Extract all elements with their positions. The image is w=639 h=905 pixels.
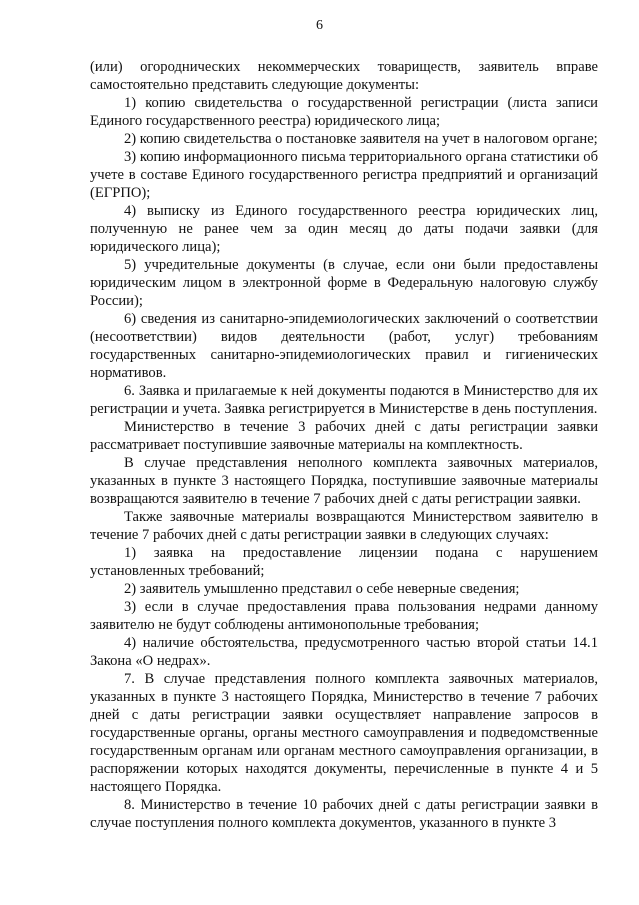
page-number: 6 [316, 18, 323, 33]
paragraph-section-8: 8. Министерство в течение 10 рабочих дней с даты регистрации заявки в случае поступления полного комплекта документов, указанного в пункте 3 [90, 797, 598, 831]
return-case-1: 1) заявка на предоставление лицензии подана с нарушением установленных требований; [90, 545, 598, 579]
list-item-2: 2) копию свидетельства о постановке заявителя на учет в налоговом органе; [124, 131, 598, 147]
list-item-1: 1) копию свидетельства о государственной регистрации (листа записи Единого государственного реестра) юридического лица; [90, 95, 598, 129]
return-case-4: 4) наличие обстоятельства, предусмотренного частью второй статьи 14.1 Закона «О недрах». [90, 635, 598, 669]
paragraph-review: Министерство в течение 3 рабочих дней с даты регистрации заявки рассматривает поступившие заявочные материалы на комплектность. [90, 419, 598, 453]
list-item-5: 5) учредительные документы (в случае, если они были предоставлены юридическим лицом в электронной форме в Федеральную налоговую службу России); [90, 257, 598, 309]
list-item-6: 6) сведения из санитарно-эпидемиологических заключений о соответствии (несоответствии) видов деятельности (работ, услуг) требованиям государственных санитарно-эпидемиологических правил и гигиенических нормативов. [90, 311, 598, 381]
return-case-2: 2) заявитель умышленно представил о себе неверные сведения; [124, 581, 520, 597]
paragraph-section-6: 6. Заявка и прилагаемые к ней документы подаются в Министерство для их регистрации и учета. Заявка регистрируется в Министерстве в день поступления. [90, 383, 598, 417]
paragraph-continuation: (или) огороднических некоммерческих товариществ, заявитель вправе самостоятельно представить следующие документы: [90, 59, 598, 93]
document-body [90, 58, 598, 832]
paragraph-return-cases: Также заявочные материалы возвращаются Министерством заявителю в течение 7 рабочих дней с даты регистрации заявки в следующих случаях: [90, 509, 598, 543]
paragraph-section-7: 7. В случае представления полного комплекта заявочных материалов, указанных в пункте 3 настоящего Порядка, Министерство в течение 7 рабочих дней с даты регистрации заявки осуществляет направление запросов в государственные органы, органы местного самоуправления и подведомственные государственным органам или органам местного самоуправления организации, в распоряжении которых находятся документы, перечисленные в пункте 4 и 5 настоящего Порядка. [90, 671, 598, 795]
list-item-4: 4) выписку из Единого государственного реестра юридических лиц, полученную не ранее чем за один месяц до даты подачи заявки (для юридического лица); [90, 203, 598, 255]
return-case-3: 3) если в случае предоставления права пользования недрами данному заявителю не будут соблюдены антимонопольные требования; [90, 599, 598, 633]
list-item-3: 3) копию информационного письма территориального органа статистики об учете в составе Единого государственного регистра предприятий и организаций (ЕГРПО); [90, 149, 598, 201]
paragraph-incomplete: В случае представления неполного комплекта заявочных материалов, указанных в пункте 3 настоящего Порядка, поступившие заявочные материалы возвращаются заявителю в течение 7 рабочих дней с даты регистрации заявки. [90, 455, 598, 507]
